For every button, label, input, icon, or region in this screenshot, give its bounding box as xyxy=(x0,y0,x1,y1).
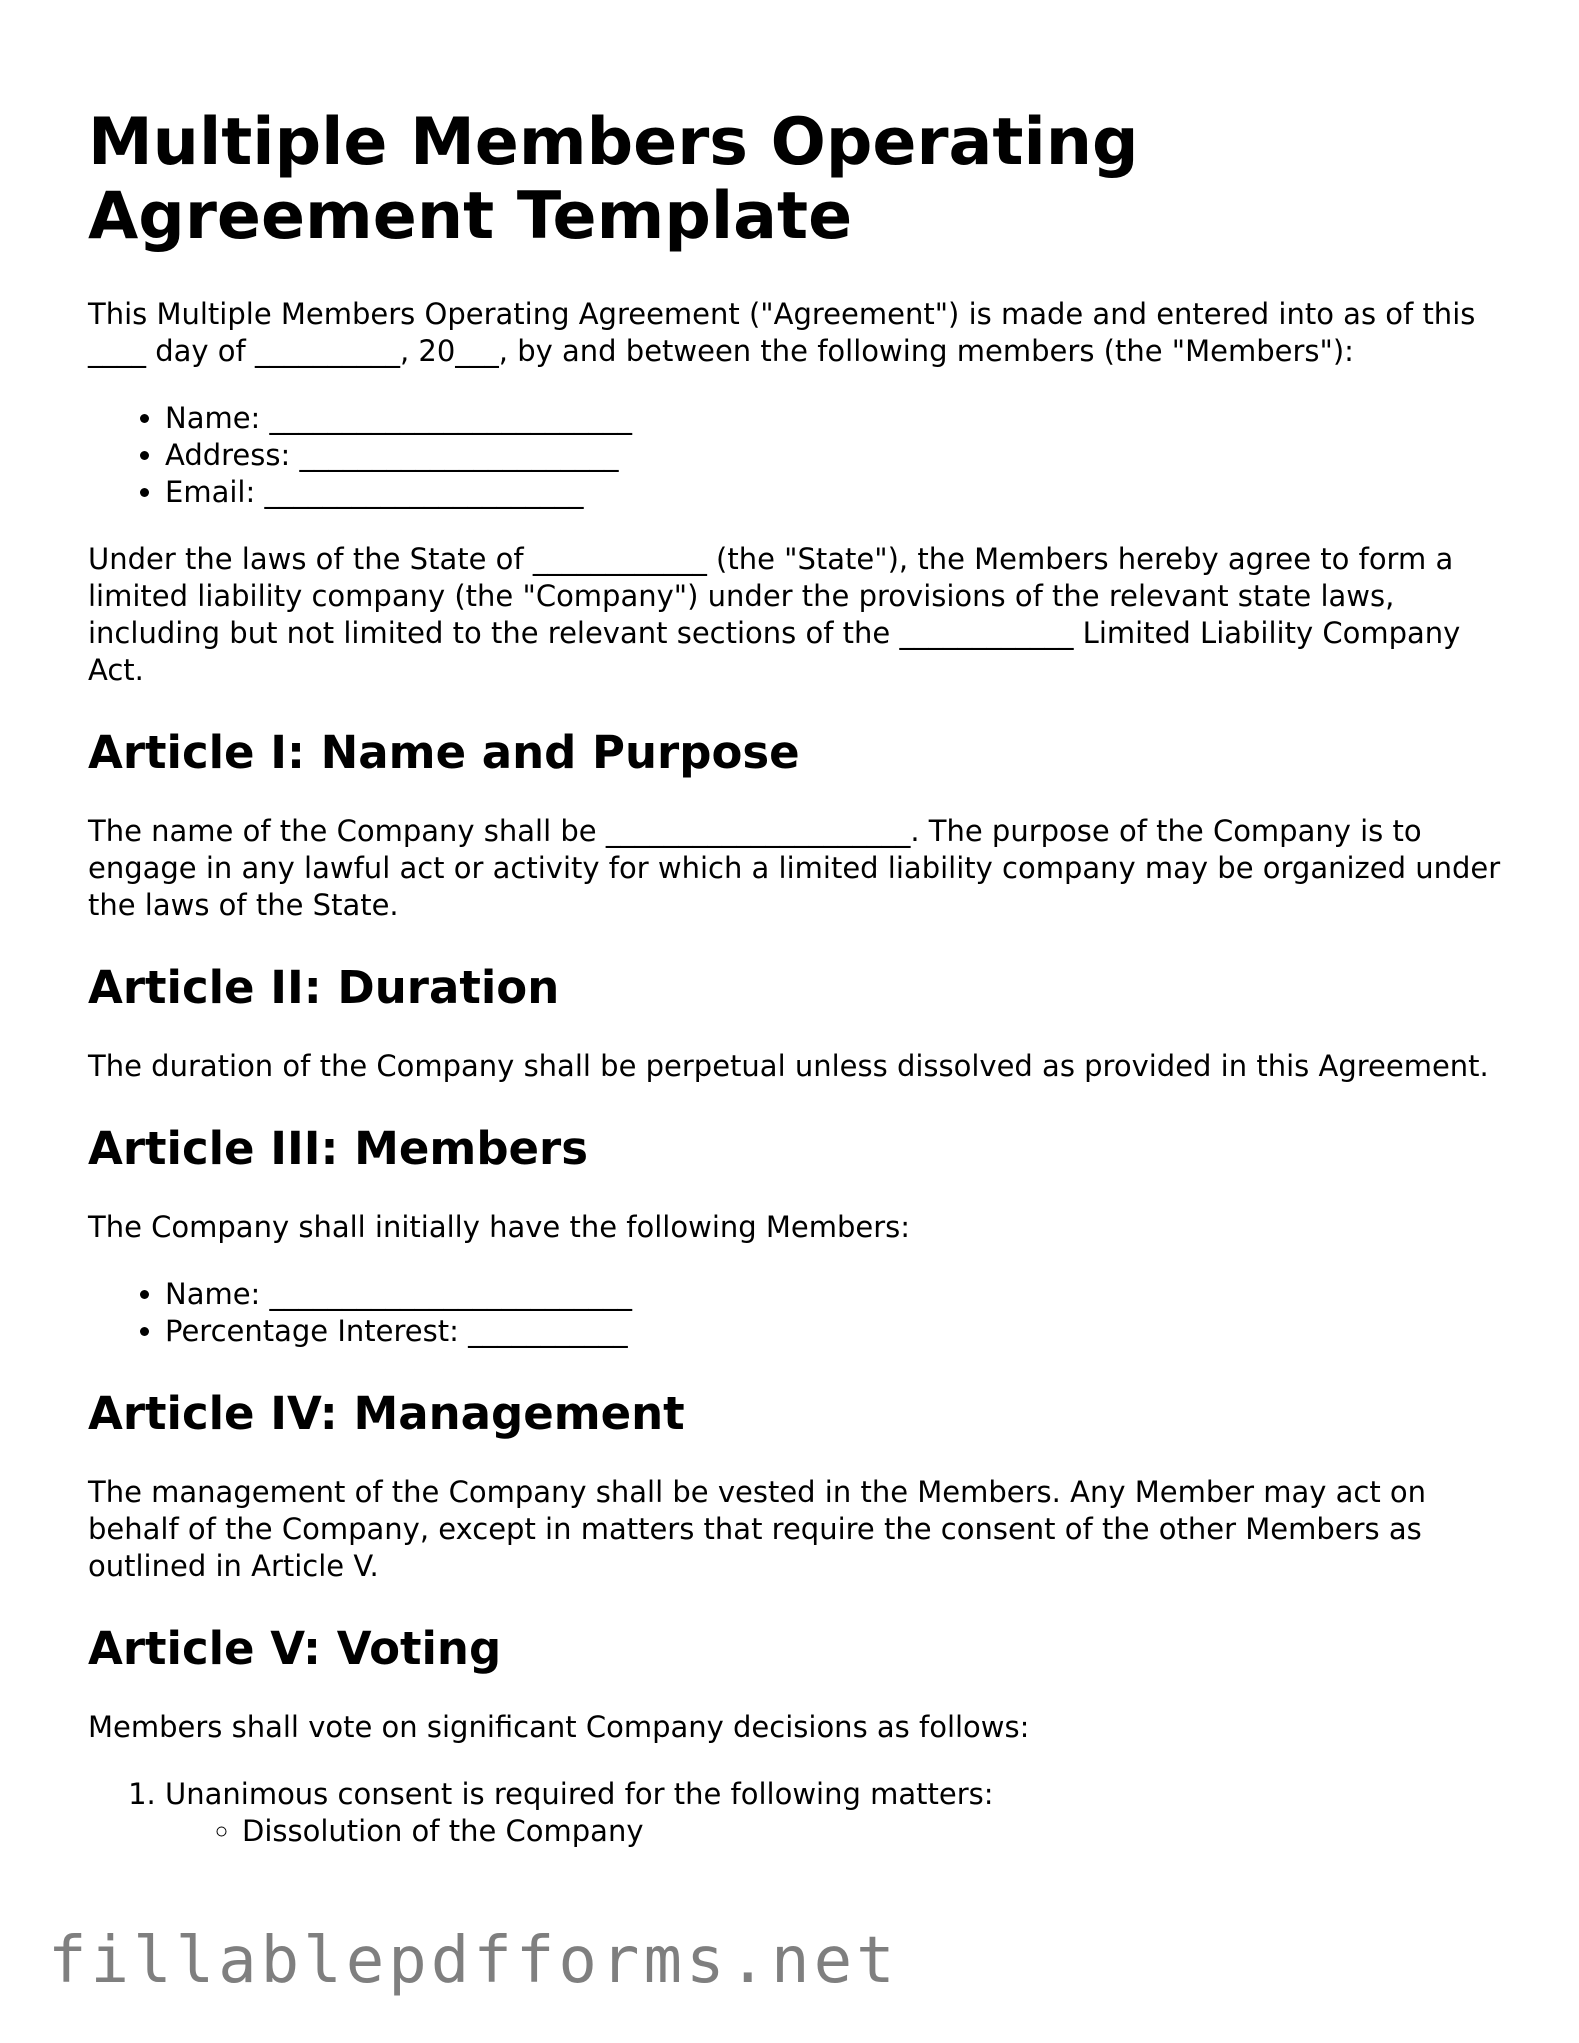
article-3-text: The Company shall initially have the following Members: xyxy=(88,1210,911,1244)
article-5-list xyxy=(88,1776,1508,1850)
article-5-subitem-1: ◦ Dissolution of the Company xyxy=(242,1813,1508,1850)
document-title: Multiple Members Operating Agreement Template xyxy=(88,105,1139,254)
article-3-list xyxy=(88,1276,1508,1350)
watermark-text: fillablepdfforms.net xyxy=(48,1924,899,1998)
member-email-field: • Email: ______________________ xyxy=(165,474,1508,511)
state-paragraph: Under the laws of the State of ____________ (the "State"), the Members hereby agree to form a limited liability company (the "Company") under the provisions of the relevant state laws, including but not limited to the relevant sections of the ____________ Limited Liability Company Act. xyxy=(88,542,1461,687)
article-2-heading: Article II: Duration xyxy=(88,961,560,1014)
article-5-item-1-text: Unanimous consent is required for the following matters: xyxy=(165,1777,994,1811)
article-3-name-field: • Name: _________________________ xyxy=(165,1276,1508,1313)
article-5-heading: Article V: Voting xyxy=(88,1622,502,1675)
article-5-text: Members shall vote on significant Company decisions as follows: xyxy=(88,1710,1030,1744)
article-5-sublist xyxy=(165,1813,1508,1850)
article-3-heading: Article III: Members xyxy=(88,1122,589,1175)
article-1-heading: Article I: Name and Purpose xyxy=(88,726,800,779)
member-name-field: • Name: _________________________ xyxy=(165,400,1508,437)
article-1-text: The name of the Company shall be _____________________. The purpose of the Company is to engage in any lawful act or activity for which a limited liability company may be organized under the laws of the State. xyxy=(88,814,1501,922)
member-address-field: • Address: ______________________ xyxy=(165,437,1508,474)
article-2-text: The duration of the Company shall be perpetual unless dissolved as provided in this Agreement. xyxy=(88,1049,1489,1083)
article-4-text: The management of the Company shall be vested in the Members. Any Member may act on behalf of the Company, except in matters that require the consent of the other Members as outlined in Article V. xyxy=(88,1475,1427,1583)
document-page xyxy=(88,106,1508,1880)
article-4-heading: Article IV: Management xyxy=(88,1387,685,1440)
article-3-percentage-field: • Percentage Interest: ___________ xyxy=(165,1313,1508,1350)
members-field-list xyxy=(88,400,1508,511)
article-5-item-1 xyxy=(165,1776,1508,1850)
intro-paragraph: This Multiple Members Operating Agreement ("Agreement") is made and entered into as of this ____ day of __________, 20___, by and between the following members (the "Members"): xyxy=(88,297,1476,368)
